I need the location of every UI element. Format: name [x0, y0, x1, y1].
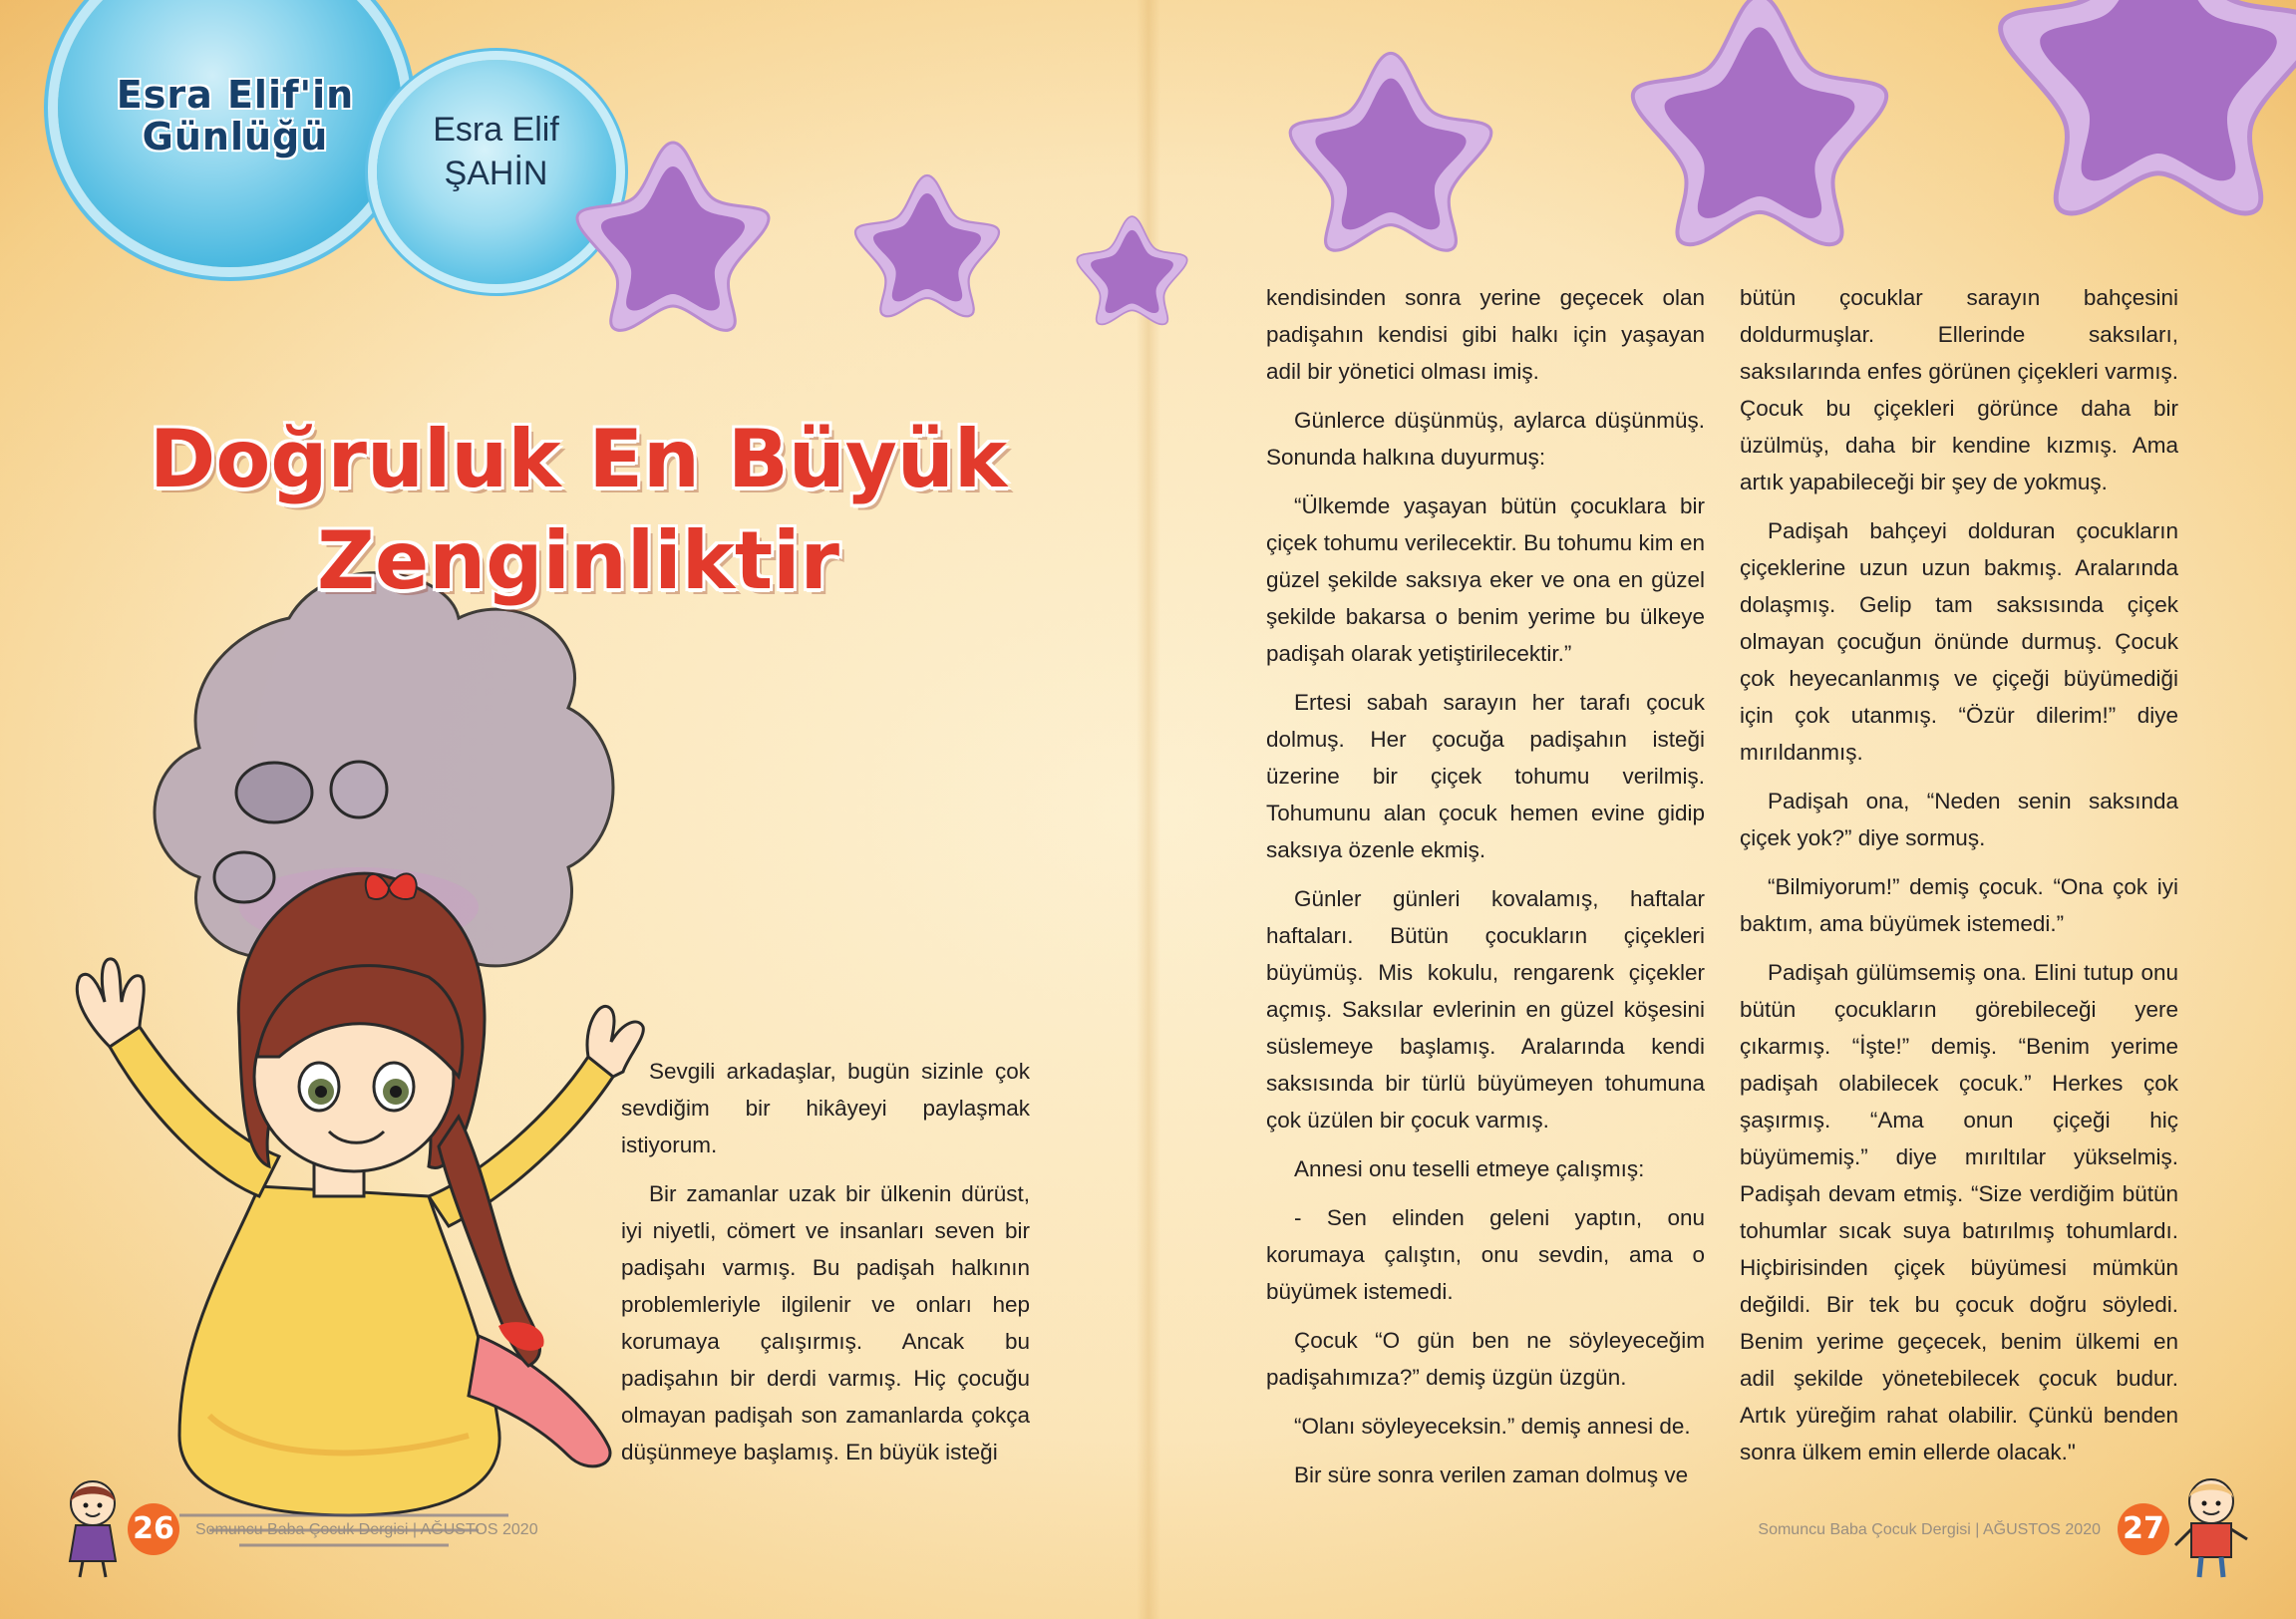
- star-decoration-6: [1994, 0, 2296, 219]
- paragraph: Bir zamanlar uzak bir ülkenin dürüst, iyi niyetli, cömert ve insanları seven bir padişahı varmış. Bu padişah halkının problemleriyle ilgilenir ve onları hep korumaya çalışırmış. Ancak bu padişahın bir derdi varmış. Hiç çocuğu olmayan padişah son zamanlarda çokça düşünmeye başlamış. En büyük isteği: [621, 1181, 1030, 1464]
- paragraph: Sevgili arkadaşlar, bugün sizinle çok sevdiğim bir hikâyeyi paylaşmak istiyorum.: [621, 1059, 1030, 1157]
- page-number-left: 26: [128, 1503, 179, 1555]
- paragraph: - Sen elinden geleni yaptın, onu korumaya çalıştın, onu sevdin, ama o büyümek istemedi.: [1266, 1205, 1705, 1304]
- paragraph: Padişah gülümsemiş ona. Elini tutup onu bütün çocukların görebileceği yere çıkarmış. “İşte!” demiş. “Benim yerime padişah olabilecek çocuk.” Herkes çok şaşırmış. “Ama onun çiçeği hiç büyümemiş.” diye mırıltılar yükselmiş. Padişah devam etmiş. “Size verdiğim bütün tohumlar sıcak suya batırılmış tohumlardı. Hiçbirisinden çiçek büyümesi mümkün değildi. Bir tek bu çocuk doğru söyledi. Benim yerime geçecek, benim ülkemi en adil şekilde yönetebilecek çocuk budur. Artık yüreğim rahat olabilir. Çünkü benden sonra ülkem emin ellerde olacak.": [1740, 960, 2178, 1464]
- star-decoration-1: [573, 130, 773, 339]
- girl-mascot-icon: [58, 1473, 128, 1583]
- girl-thinking-illustration: [30, 558, 668, 1555]
- paragraph: Padişah ona, “Neden senin saksında çiçek yok?” diye sormuş.: [1740, 789, 2178, 850]
- paragraph: “Ülkemde yaşayan bütün çocuklara bir çiçek tohumu verilecektir. Bu tohumu kim en güzel şekilde saksıya eker ve ona en güzel şekilde bakarsa o benim yerime bu ülkeye padişah olarak yetiştirilecektir.”: [1266, 493, 1705, 666]
- paragraph: Günler günleri kovalamış, haftalar haftaları. Bütün çocukların çiçekleri büyümüş. Mis kokulu, rengarenk çiçekler açmış. Saksılar evlerinin en güzel köşesini süslemeye başlamış. Aralarında kendi saksısında bir türlü büyümeyen tohumuna çok üzülen bir çocuk varmış.: [1266, 886, 1705, 1133]
- star-decoration-4: [1286, 40, 1495, 259]
- boy-mascot-icon: [2171, 1473, 2251, 1583]
- page-number-right: 27: [2118, 1503, 2169, 1555]
- author-name: Esra Elif ŞAHİN: [433, 111, 559, 192]
- paragraph: kendisinden sonra yerine geçecek olan padişahın kendisi gibi halkı için yaşayan adil bir yönetici olması imiş.: [1266, 285, 1705, 384]
- star-decoration-3: [1075, 209, 1189, 329]
- paragraph: Günlerce düşünmüş, aylarca düşünmüş. Sonunda halkına duyurmuş:: [1266, 408, 1705, 470]
- series-title: Esra Elif'in Günlüğü: [116, 73, 355, 159]
- paragraph: Padişah bahçeyi dolduran çocukların çiçeklerine uzun uzun bakmış. Aralarında dolaşmış. Gelip tam saksısında çiçek olmayan çocuğun önünde durmuş. Çocuk çok heyecanlanmış ve çiçeği büyümediği için çok utanmış. “Özür dilerim!” diye mırıldanmış.: [1740, 518, 2178, 765]
- story-column-3: [1740, 279, 2178, 1482]
- paragraph: Annesi onu teselli etmeye çalışmış:: [1294, 1156, 1645, 1181]
- star-decoration-2: [852, 164, 1002, 324]
- paragraph: Çocuk “O gün ben ne söyleyeceğim padişahımıza?” demiş üzgün üzgün.: [1266, 1328, 1705, 1390]
- paragraph: bütün çocuklar sarayın bahçesini doldurmuşlar. Ellerinde saksıları, saksılarında enfes görünen çiçekleri varmış. Çocuk bu çiçekleri görünce daha bir üzülmüş, daha bir kendine kızmış. Ama artık yapabileceği bir şey de yokmuş.: [1740, 285, 2178, 494]
- footer-right-text: Somuncu Baba Çocuk Dergisi | AĞUSTOS 2020: [1758, 1521, 2101, 1538]
- story-column-2: [1266, 279, 1705, 1505]
- footer-left-text: Somuncu Baba Çocuk Dergisi | AĞUSTOS 2020: [195, 1521, 538, 1538]
- paragraph: Ertesi sabah sarayın her tarafı çocuk dolmuş. Her çocuğa padişahın isteği üzerine bir çiçek tohumu verilmiş. Tohumunu alan çocuk hemen evine gidip saksıya özenle ekmiş.: [1266, 690, 1705, 862]
- paragraph: “Bilmiyorum!” demiş çocuk. “Ona çok iyi baktım, ama büyümek istemedi.”: [1740, 874, 2178, 936]
- star-decoration-5: [1625, 0, 1894, 249]
- paragraph: Bir süre sonra verilen zaman dolmuş ve: [1294, 1462, 1689, 1487]
- story-column-1: [621, 1053, 1030, 1482]
- story-title: Doğruluk En Büyük Zenginliktir: [149, 413, 1008, 607]
- paragraph: “Olanı söyleyeceksin.” demiş annesi de.: [1294, 1414, 1691, 1439]
